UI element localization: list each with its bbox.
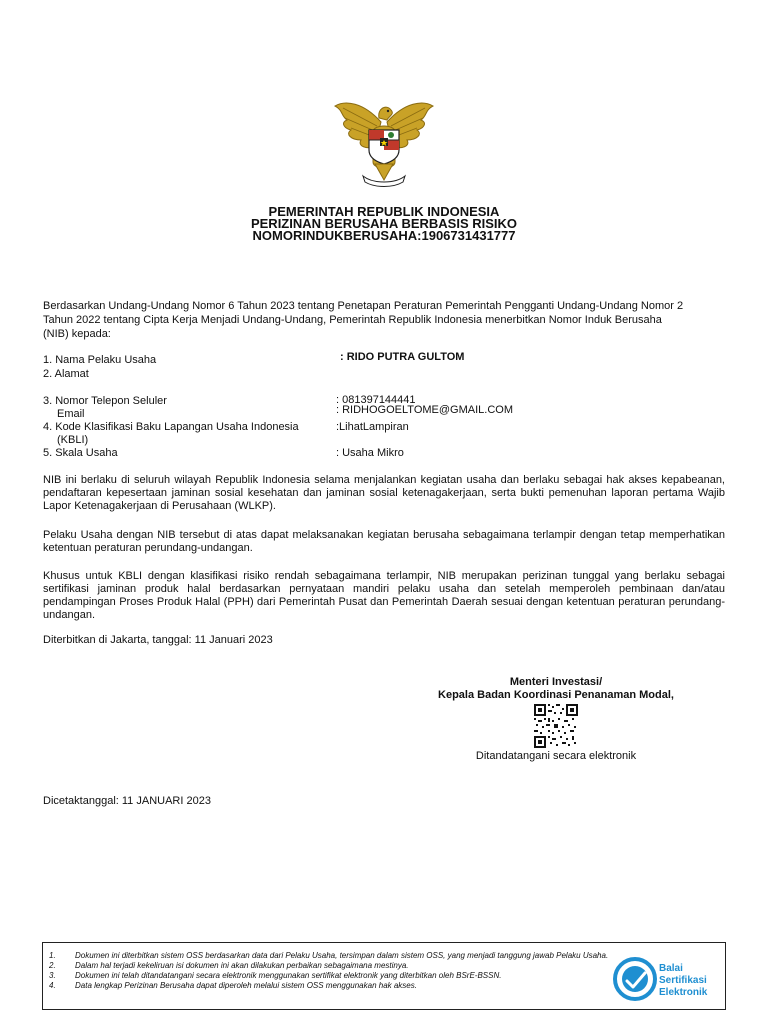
skala-label: 5. Skala Usaha <box>43 447 118 459</box>
alamat-label: 2. Alamat <box>43 368 89 380</box>
signer-title-2: Kepala Badan Koordinasi Penanaman Modal, <box>438 689 674 701</box>
footnote-text: Data lengkap Perizinan Berusaha dapat diperoleh melalui sistem OSS menggunakan hak akses. <box>75 981 417 990</box>
skala-value: : Usaha Mikro <box>336 447 404 459</box>
footnote-box <box>42 942 726 1010</box>
header-nib-number: NOMORINDUKBERUSAHA:1906731431777 <box>252 228 516 243</box>
header-title: PEMERINTAH REPUBLIK INDONESIA <box>268 204 500 219</box>
intro-line-1: Berdasarkan Undang-Undang Nomor 6 Tahun 2023 tentang Penetapan Peraturan Pemerintah Pengganti Undang-Undang Nomor 2 <box>43 300 684 312</box>
footnote-text: Dokumen ini telah ditandatangani secara elektronik menggunakan sertifikat elektronik yang diterbitkan oleh BSrE-BSSN. <box>75 971 502 980</box>
telepon-value: : 081397144441 <box>336 394 416 406</box>
nama-value: : RIDO PUTRA GULTOM <box>340 351 465 363</box>
signer-title-1: Menteri Investasi/ <box>509 676 603 688</box>
qr-code-icon <box>534 704 578 748</box>
bsre-logo-line3: Elektronik <box>659 987 708 998</box>
footnote-text: Dokumen ini diterbitkan sistem OSS berdasarkan data dari Pelaku Usaha, tersimpan dalam sistem OSS, yang menjadi tanggung jawab Pelaku Usaha. <box>75 951 609 960</box>
footnote-number: 1. <box>49 951 56 960</box>
footnote-number: 3. <box>49 971 56 980</box>
footnote-item <box>49 961 619 971</box>
footnote-item <box>49 971 619 981</box>
footnote-text: Dalam hal terjadi kekeliruan isi dokumen ini akan dilakukan perbaikan sebagaimana mestinya. <box>75 961 409 970</box>
email-label: Email <box>57 408 85 420</box>
bsre-logo-line1: Balai <box>659 963 683 974</box>
nama-label: 1. Nama Pelaku Usaha <box>43 354 157 366</box>
paragraph-halal-certification: Khusus untuk KBLI dengan klasifikasi risiko rendah sebagaimana terlampir, NIB merupakan perizinan tunggal yang berlaku sebagai sertifikasi jaminan produk halal berdasarkan pernyataan mandiri pelaku usaha dan setelah memperoleh pembinaan dan/atau pendampingan Proses Produk Halal (PPH) dari Pemerintah Pusat dan Pemerintah Daerah sesuai dengan ketentuan peraturan perundang-undangan. <box>43 570 725 621</box>
footnote-list <box>49 951 619 991</box>
kbli-value: :LihatLampiran <box>336 421 409 433</box>
header-subtitle: PERIZINAN BERUSAHA BERBASIS RISIKO <box>250 216 518 231</box>
printed-date: Dicetaktanggal: 11 JANUARI 2023 <box>43 795 211 807</box>
kbli-label-abbr: (KBLI) <box>57 434 89 446</box>
footnote-item <box>49 951 619 961</box>
email-value: : RIDHOGOELTOME@GMAIL.COM <box>336 404 513 416</box>
telepon-label: 3. Nomor Telepon Seluler <box>43 395 167 407</box>
footnote-item <box>49 981 619 991</box>
bsre-logo-icon <box>613 951 723 1007</box>
garuda-emblem-icon <box>333 92 435 192</box>
bsre-logo-line2: Sertifikasi <box>659 975 707 986</box>
issued-place-date: Diterbitkan di Jakarta, tanggal: 11 Januari 2023 <box>43 634 273 646</box>
intro-line-3: (NIB) kepada: <box>43 328 111 340</box>
paragraph-business-activity: Pelaku Usaha dengan NIB tersebut di atas dapat melaksanakan kegiatan berusaha sebagaimana terlampir dengan tetap memperhatikan ketentuan peraturan perundang-undangan. <box>43 529 725 554</box>
footnote-number: 4. <box>49 981 56 990</box>
footnote-number: 2. <box>49 961 56 970</box>
paragraph-nib-validity: NIB ini berlaku di seluruh wilayah Republik Indonesia selama menjalankan kegiatan usaha dan berlaku sebagai hak akses kepabeanan, pendaftaran kepesertaan jaminan sosial kesehatan dan jaminan sosial ketenagakerjaan, serta bukti pemenuhan laporan pertama Wajib Lapor Ketenagakerjaan di Perusahaan (WLKP). <box>43 474 725 512</box>
electronic-signature-note: Ditandatangani secara elektronik <box>475 750 637 762</box>
intro-line-2: Tahun 2022 tentang Cipta Kerja Menjadi Undang-Undang, Pemerintah Republik Indonesia menerbitkan Nomor Induk Berusaha <box>43 314 662 326</box>
kbli-label: 4. Kode Klasifikasi Baku Lapangan Usaha Indonesia <box>43 421 299 433</box>
